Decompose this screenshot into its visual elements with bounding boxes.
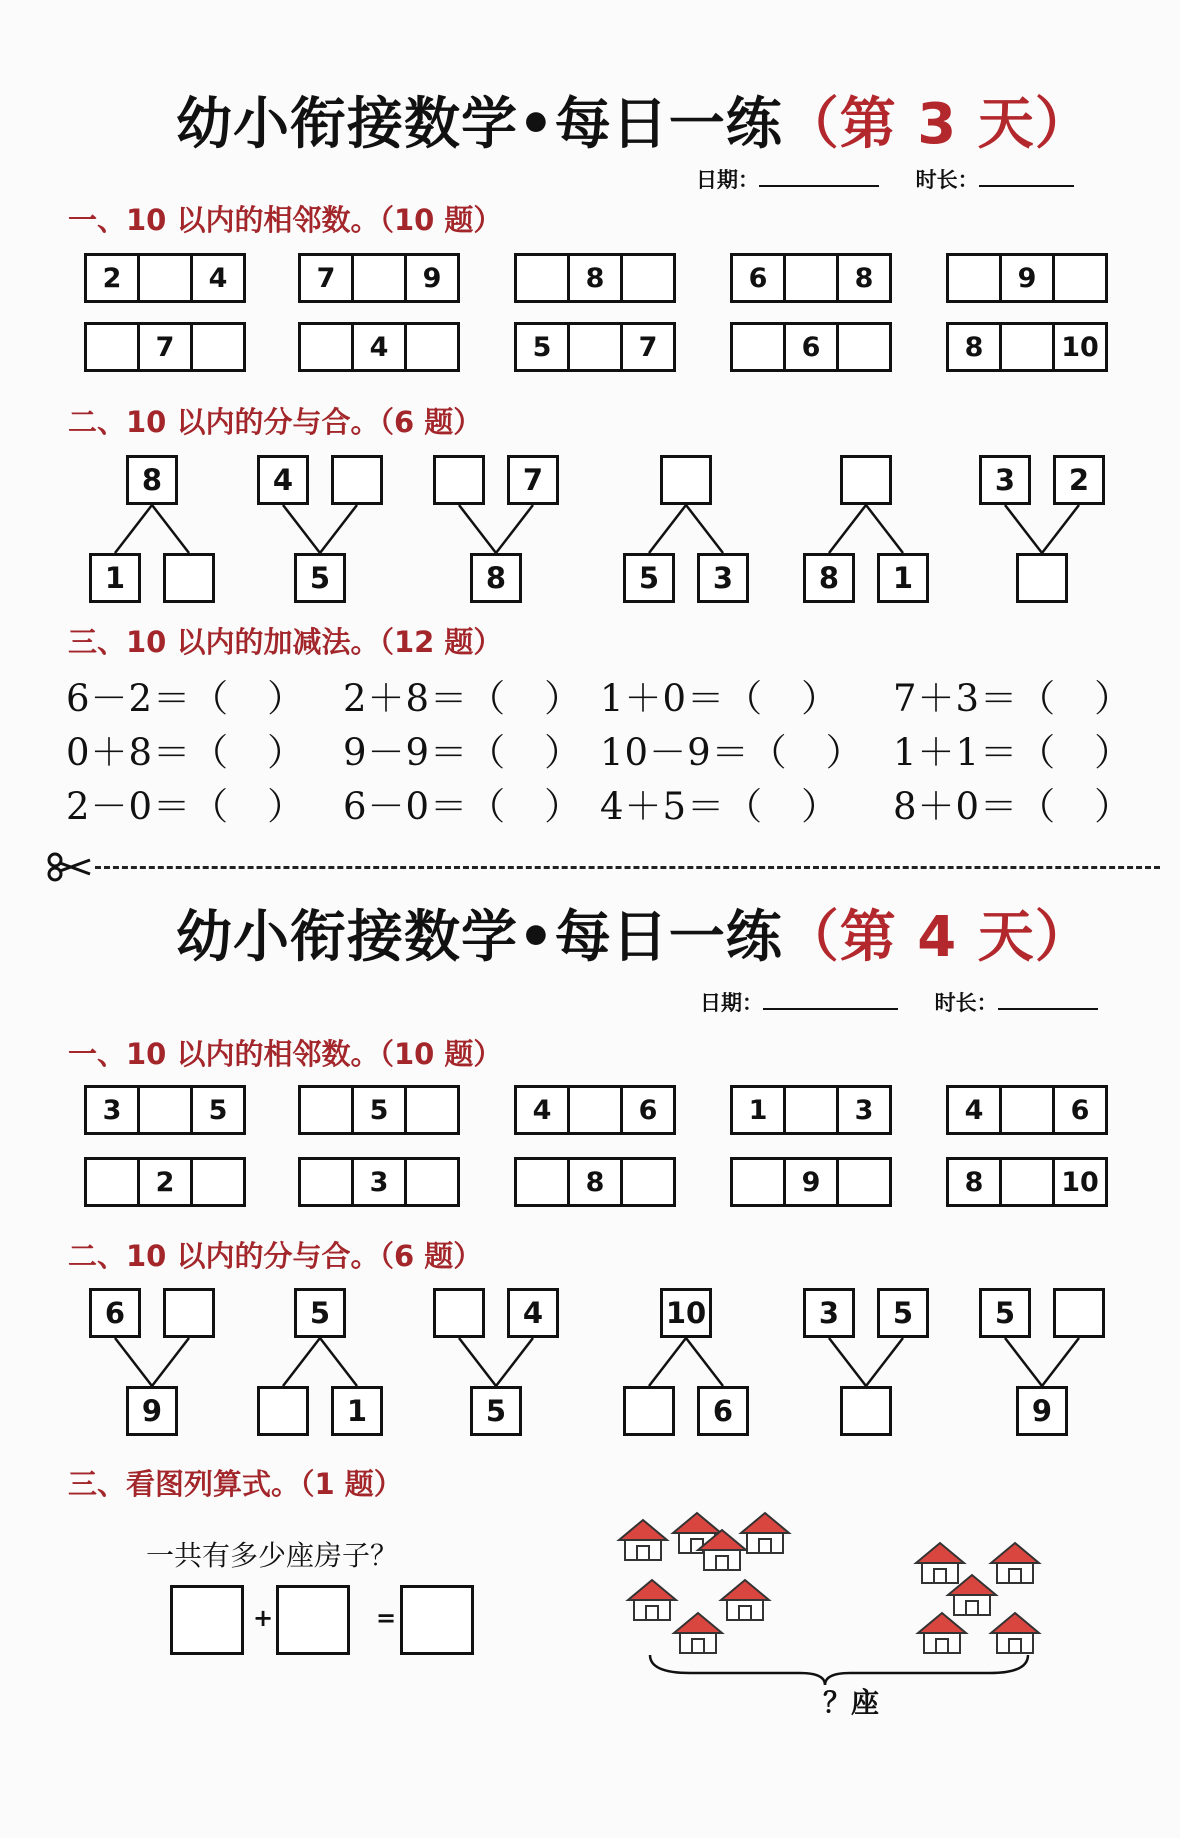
- bond-number: 4: [257, 455, 309, 505]
- answer-cell[interactable]: [839, 1160, 889, 1204]
- bond-answer-box[interactable]: [331, 455, 383, 505]
- neighbor-group: [730, 253, 892, 303]
- house-icon: [721, 1580, 769, 1620]
- bond-number: 9: [126, 1386, 178, 1436]
- answer-box-2[interactable]: [276, 1585, 350, 1655]
- sheet1-section2-heading: 二、10 以内的分与合。（6 题）: [68, 405, 483, 439]
- bond-answer-box[interactable]: [433, 455, 485, 505]
- scissors-icon: [46, 852, 92, 882]
- neighbor-number: 6: [786, 325, 839, 369]
- house-icon: [991, 1543, 1039, 1583]
- sheet2-section2-heading: 二、10 以内的分与合。（6 题）: [68, 1239, 483, 1273]
- house-icon: [916, 1543, 964, 1583]
- answer-cell[interactable]: [140, 256, 193, 300]
- bond-line: [1005, 505, 1042, 553]
- sheet2-title: 幼小衔接数学•每日一练（第 4 天）: [176, 905, 1092, 970]
- bond-number: 10: [660, 1288, 712, 1338]
- neighbor-number: 1: [733, 1088, 786, 1132]
- answer-cell[interactable]: [407, 325, 457, 369]
- bond-line: [1042, 505, 1079, 553]
- neighbor-group: [84, 1157, 246, 1207]
- sheet1-title: 幼小衔接数学•每日一练（第 3 天）: [176, 92, 1092, 157]
- neighbor-group: [298, 253, 460, 303]
- answer-cell[interactable]: [517, 256, 570, 300]
- duration-field[interactable]: [979, 185, 1074, 187]
- equation[interactable]: 10－9＝（ ）: [600, 731, 864, 774]
- equation[interactable]: 0＋8＝（ ）: [66, 731, 306, 774]
- answer-cell[interactable]: [301, 1160, 354, 1204]
- bond-number: 6: [697, 1386, 749, 1436]
- neighbor-number: 4: [517, 1088, 570, 1132]
- neighbor-group: [298, 1085, 460, 1135]
- neighbor-number: 3: [87, 1088, 140, 1132]
- bond-line: [459, 1338, 496, 1386]
- neighbor-number: 4: [208, 262, 228, 294]
- answer-cell[interactable]: [140, 1088, 193, 1132]
- plus-sign: +: [253, 1604, 274, 1632]
- sheet1-section1-heading: 一、10 以内的相邻数。（10 题）: [68, 203, 503, 237]
- neighbor-number: 3: [854, 1094, 874, 1126]
- neighbor-group: [946, 1085, 1108, 1135]
- bond-line: [459, 505, 496, 553]
- answer-cell[interactable]: [733, 1160, 786, 1204]
- answer-cell[interactable]: [193, 325, 243, 369]
- answer-cell[interactable]: [733, 325, 786, 369]
- neighbor-number: 6: [733, 256, 786, 300]
- answer-cell[interactable]: [301, 1088, 354, 1132]
- answer-cell[interactable]: [949, 256, 1002, 300]
- answer-cell[interactable]: [623, 1160, 673, 1204]
- house-icon: [674, 1613, 722, 1653]
- bond-line: [686, 505, 723, 553]
- house-icon: [741, 1513, 789, 1553]
- answer-cell[interactable]: [839, 325, 889, 369]
- neighbor-group: [946, 253, 1108, 303]
- neighbor-number: 8: [854, 262, 874, 294]
- bond-number: 8: [126, 455, 178, 505]
- bond-line: [152, 1338, 189, 1386]
- bond-number: 9: [1016, 1386, 1068, 1436]
- bond-answer-box[interactable]: [840, 455, 892, 505]
- equation[interactable]: 2＋8＝（ ）: [343, 677, 583, 720]
- neighbor-number: 2: [140, 1160, 193, 1204]
- answer-cell[interactable]: [1002, 325, 1055, 369]
- bond-number: 2: [1053, 455, 1105, 505]
- bond-line: [649, 1338, 686, 1386]
- neighbor-number: 3: [354, 1160, 407, 1204]
- neighbor-group: [946, 322, 1108, 372]
- bond-number: 5: [979, 1288, 1031, 1338]
- equation[interactable]: 1＋1＝（ ）: [893, 731, 1133, 774]
- bond-line: [866, 505, 903, 553]
- house-icon: [918, 1613, 966, 1653]
- neighbor-number: 9: [786, 1160, 839, 1204]
- bond-answer-box[interactable]: [257, 1386, 309, 1436]
- neighbor-group: [84, 253, 246, 303]
- bond-line: [283, 505, 320, 553]
- neighbor-number: 10: [1061, 331, 1099, 363]
- bond-number: 3: [803, 1288, 855, 1338]
- answer-cell[interactable]: [407, 1160, 457, 1204]
- neighbor-number: 8: [949, 325, 1002, 369]
- bond-line: [320, 505, 357, 553]
- equation[interactable]: 2－0＝（ ）: [66, 785, 306, 828]
- neighbor-group: [84, 322, 246, 372]
- bond-line: [1005, 1338, 1042, 1386]
- bond-line: [686, 1338, 723, 1386]
- sheet2-section1-heading: 一、10 以内的相邻数。（10 题）: [68, 1037, 503, 1071]
- bond-number: 7: [507, 455, 559, 505]
- neighbor-number: 5: [517, 325, 570, 369]
- neighbor-number: 4: [354, 325, 407, 369]
- neighbor-group: [514, 253, 676, 303]
- bond-answer-box[interactable]: [840, 1386, 892, 1436]
- bond-number: 8: [803, 553, 855, 603]
- neighbor-group: [946, 1157, 1108, 1207]
- bond-line: [866, 1338, 903, 1386]
- bond-answer-box[interactable]: [163, 553, 215, 603]
- equation[interactable]: 9－9＝（ ）: [343, 731, 583, 774]
- date-field[interactable]: [759, 185, 879, 187]
- answer-cell[interactable]: [301, 325, 354, 369]
- neighbor-group: [514, 322, 676, 372]
- neighbor-number: 6: [638, 1094, 658, 1126]
- bond-number: 5: [623, 553, 675, 603]
- bond-answer-box[interactable]: [433, 1288, 485, 1338]
- neighbor-group: [730, 1085, 892, 1135]
- equation[interactable]: 7＋3＝（ ）: [893, 677, 1133, 720]
- answer-cell[interactable]: [87, 1160, 140, 1204]
- bond-line: [115, 505, 152, 553]
- sheet1-meta: 日期： 时长：: [696, 164, 1074, 194]
- neighbor-group: [298, 1157, 460, 1207]
- date-field[interactable]: [763, 1008, 898, 1010]
- bond-line: [283, 1338, 320, 1386]
- neighbor-number: 8: [570, 1160, 623, 1204]
- neighbor-group: [514, 1157, 676, 1207]
- bond-number: 5: [470, 1386, 522, 1436]
- sheet2-meta: 日期： 时长：: [700, 987, 1098, 1017]
- equation[interactable]: 4＋5＝（ ）: [600, 785, 840, 828]
- bond-line: [829, 505, 866, 553]
- neighbor-number: 5: [208, 1094, 228, 1126]
- neighbor-group: [730, 322, 892, 372]
- bond-number: 3: [979, 455, 1031, 505]
- neighbor-group: [514, 1085, 676, 1135]
- brace-label: ？座: [823, 1686, 880, 1719]
- neighbor-group: [84, 1085, 246, 1135]
- bond-number: 5: [294, 1288, 346, 1338]
- answer-cell[interactable]: [570, 325, 623, 369]
- bond-line: [320, 1338, 357, 1386]
- bond-number: 6: [89, 1288, 141, 1338]
- bond-answer-box[interactable]: [163, 1288, 215, 1338]
- equation[interactable]: 6－0＝（ ）: [343, 785, 583, 828]
- answer-cell[interactable]: [517, 1160, 570, 1204]
- equals-sign: =: [376, 1604, 397, 1632]
- answer-cell[interactable]: [193, 1160, 243, 1204]
- neighbor-number: 9: [422, 262, 442, 294]
- bond-number: 3: [697, 553, 749, 603]
- bond-line: [115, 1338, 152, 1386]
- bond-number: 5: [294, 553, 346, 603]
- house-icon: [628, 1580, 676, 1620]
- answer-cell[interactable]: [354, 256, 407, 300]
- answer-box-3[interactable]: [400, 1585, 474, 1655]
- neighbor-number: 5: [354, 1088, 407, 1132]
- bond-line: [829, 1338, 866, 1386]
- neighbor-group: [730, 1157, 892, 1207]
- neighbor-group: [298, 322, 460, 372]
- answer-cell[interactable]: [786, 1088, 839, 1132]
- neighbor-number: 7: [301, 256, 354, 300]
- neighbor-number: 7: [140, 325, 193, 369]
- answer-cell[interactable]: [1002, 1088, 1055, 1132]
- neighbor-number: 9: [1002, 256, 1055, 300]
- bond-answer-box[interactable]: [623, 1386, 675, 1436]
- house-icon: [991, 1613, 1039, 1653]
- answer-cell[interactable]: [1002, 1160, 1055, 1204]
- answer-cell[interactable]: [786, 256, 839, 300]
- equation[interactable]: 6－2＝（ ）: [66, 677, 306, 720]
- bond-line: [496, 1338, 533, 1386]
- bond-number: 1: [877, 553, 929, 603]
- neighbor-number: 4: [949, 1088, 1002, 1132]
- equation[interactable]: 1＋0＝（ ）: [600, 677, 840, 720]
- bond-number: 1: [331, 1386, 383, 1436]
- answer-box-1[interactable]: [170, 1585, 244, 1655]
- bond-number: 5: [877, 1288, 929, 1338]
- bond-number: 4: [507, 1288, 559, 1338]
- bond-line: [1042, 1338, 1079, 1386]
- bond-line: [649, 505, 686, 553]
- picture-question: 一共有多少座房子？: [146, 1539, 399, 1572]
- cut-line: [95, 866, 1160, 869]
- bond-number: 1: [89, 553, 141, 603]
- bond-answer-box[interactable]: [1016, 553, 1068, 603]
- neighbor-number: 8: [949, 1160, 1002, 1204]
- duration-field[interactable]: [998, 1008, 1098, 1010]
- sheet1-section3-heading: 三、10 以内的加减法。（12 题）: [68, 625, 503, 659]
- sheet2-section3-heading: 三、看图列算式。（1 题）: [68, 1467, 403, 1501]
- answer-cell[interactable]: [570, 1088, 623, 1132]
- neighbor-number: 10: [1061, 1166, 1099, 1198]
- neighbor-number: 7: [638, 331, 658, 363]
- answer-cell[interactable]: [623, 256, 673, 300]
- answer-cell[interactable]: [87, 325, 140, 369]
- neighbor-number: 2: [87, 256, 140, 300]
- neighbor-number: 6: [1070, 1094, 1090, 1126]
- answer-cell[interactable]: [1055, 256, 1105, 300]
- equation[interactable]: 8＋0＝（ ）: [893, 785, 1133, 828]
- bond-line: [152, 505, 189, 553]
- answer-cell[interactable]: [407, 1088, 457, 1132]
- bond-answer-box[interactable]: [1053, 1288, 1105, 1338]
- bond-line: [496, 505, 533, 553]
- house-icon: [619, 1520, 667, 1560]
- bond-number: 8: [470, 553, 522, 603]
- bond-answer-box[interactable]: [660, 455, 712, 505]
- neighbor-number: 8: [570, 256, 623, 300]
